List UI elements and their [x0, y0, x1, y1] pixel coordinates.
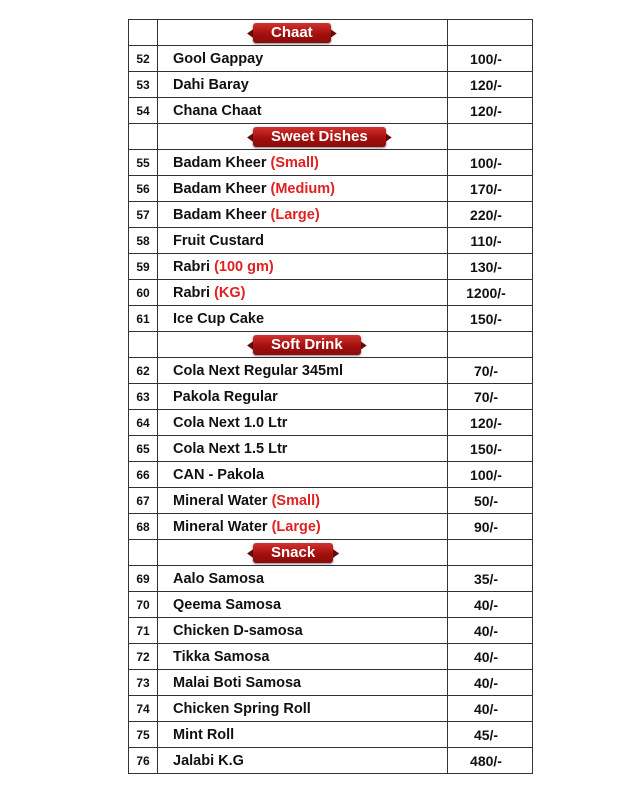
item-size-note: (100 gm)	[214, 258, 274, 275]
item-name: Ice Cup Cake	[173, 310, 265, 327]
item-price: 40/-	[448, 592, 533, 618]
menu-row	[129, 98, 533, 124]
item-price: 70/-	[448, 384, 533, 410]
item-name: Badam Kheer	[173, 154, 271, 171]
menu-row	[129, 280, 533, 306]
menu-row	[129, 358, 533, 384]
menu-row	[129, 46, 533, 72]
header-price-cell	[448, 20, 533, 46]
item-name-cell	[158, 722, 448, 748]
menu-row	[129, 618, 533, 644]
item-number: 58	[129, 228, 158, 254]
item-number: 61	[129, 306, 158, 332]
item-number: 66	[129, 462, 158, 488]
item-name: Rabri	[173, 258, 215, 275]
menu-row	[129, 462, 533, 488]
item-number: 57	[129, 202, 158, 228]
section-banner	[253, 543, 333, 563]
header-banner-cell	[158, 540, 448, 566]
item-number: 55	[129, 150, 158, 176]
item-price: 50/-	[448, 488, 533, 514]
item-name: Aalo Samosa	[173, 570, 265, 587]
item-number: 71	[129, 618, 158, 644]
section-banner	[253, 23, 331, 43]
menu-row	[129, 384, 533, 410]
item-number: 60	[129, 280, 158, 306]
item-price: 100/-	[448, 46, 533, 72]
item-price: 120/-	[448, 410, 533, 436]
item-name: Gool Gappay	[173, 50, 264, 67]
item-number: 59	[129, 254, 158, 280]
item-name: Rabri	[173, 284, 215, 301]
item-number: 65	[129, 436, 158, 462]
item-name-cell	[158, 98, 448, 124]
item-name: Badam Kheer	[173, 180, 271, 197]
item-name: Jalabi K.G	[173, 752, 244, 769]
item-name: Mint Roll	[173, 726, 235, 743]
item-name-cell	[158, 46, 448, 72]
menu-row	[129, 696, 533, 722]
menu-row	[129, 228, 533, 254]
item-name: Chana Chaat	[173, 102, 262, 119]
item-size-note: (Small)	[271, 492, 320, 509]
item-name-cell	[158, 618, 448, 644]
item-name-cell	[158, 488, 448, 514]
menu-row	[129, 436, 533, 462]
section-banner	[253, 127, 386, 147]
item-size-note: (Small)	[270, 154, 319, 171]
menu-row	[129, 592, 533, 618]
header-banner-cell	[158, 124, 448, 150]
item-number: 64	[129, 410, 158, 436]
item-name-cell	[158, 280, 448, 306]
item-number: 76	[129, 748, 158, 774]
item-name: Cola Next 1.5 Ltr	[173, 440, 288, 457]
item-name-cell	[158, 72, 448, 98]
header-price-cell	[448, 332, 533, 358]
item-name-cell	[158, 176, 448, 202]
item-size-note: (KG)	[214, 284, 246, 301]
item-price: 1200/-	[448, 280, 533, 306]
item-price: 120/-	[448, 98, 533, 124]
item-number: 70	[129, 592, 158, 618]
item-price: 120/-	[448, 72, 533, 98]
item-price: 110/-	[448, 228, 533, 254]
menu-row	[129, 722, 533, 748]
item-price: 40/-	[448, 670, 533, 696]
menu-row	[129, 410, 533, 436]
item-number: 68	[129, 514, 158, 540]
menu-row	[129, 150, 533, 176]
header-num-cell	[129, 20, 158, 46]
item-price: 70/-	[448, 358, 533, 384]
section-header-row	[129, 20, 533, 46]
item-price: 170/-	[448, 176, 533, 202]
header-num-cell	[129, 124, 158, 150]
menu-row	[129, 176, 533, 202]
item-name-cell	[158, 670, 448, 696]
item-price: 220/-	[448, 202, 533, 228]
header-banner-cell	[158, 20, 448, 46]
item-name-cell	[158, 644, 448, 670]
menu-row	[129, 306, 533, 332]
item-name-cell	[158, 306, 448, 332]
item-name: Tikka Samosa	[173, 648, 270, 665]
header-num-cell	[129, 332, 158, 358]
item-price: 40/-	[448, 696, 533, 722]
header-banner-cell	[158, 332, 448, 358]
section-header-row	[129, 540, 533, 566]
item-name-cell	[158, 358, 448, 384]
item-price: 40/-	[448, 644, 533, 670]
item-number: 74	[129, 696, 158, 722]
item-name-cell	[158, 436, 448, 462]
menu-row	[129, 72, 533, 98]
header-price-cell	[448, 540, 533, 566]
item-name: Badam Kheer	[173, 206, 271, 223]
item-name-cell	[158, 410, 448, 436]
item-name-cell	[158, 384, 448, 410]
item-size-note: (Large)	[270, 206, 320, 223]
item-name-cell	[158, 150, 448, 176]
menu-table	[128, 19, 533, 774]
item-name-cell	[158, 592, 448, 618]
item-number: 53	[129, 72, 158, 98]
item-name: Mineral Water	[173, 518, 272, 535]
item-name-cell	[158, 748, 448, 774]
section-title: Snack	[253, 543, 333, 563]
section-banner	[253, 335, 361, 355]
menu-row	[129, 514, 533, 540]
item-name-cell	[158, 202, 448, 228]
item-price: 35/-	[448, 566, 533, 592]
header-price-cell	[448, 124, 533, 150]
menu-row	[129, 488, 533, 514]
item-name-cell	[158, 566, 448, 592]
item-number: 67	[129, 488, 158, 514]
item-number: 72	[129, 644, 158, 670]
item-name: Pakola Regular	[173, 388, 278, 405]
item-price: 40/-	[448, 618, 533, 644]
item-price: 45/-	[448, 722, 533, 748]
item-price: 130/-	[448, 254, 533, 280]
item-number: 62	[129, 358, 158, 384]
menu-row	[129, 670, 533, 696]
item-name-cell	[158, 228, 448, 254]
item-price: 480/-	[448, 748, 533, 774]
item-name: Cola Next Regular 345ml	[173, 362, 344, 379]
item-price: 150/-	[448, 436, 533, 462]
item-name: Qeema Samosa	[173, 596, 282, 613]
item-name: Fruit Custard	[173, 232, 265, 249]
item-name: Malai Boti Samosa	[173, 674, 302, 691]
item-number: 52	[129, 46, 158, 72]
item-number: 73	[129, 670, 158, 696]
header-num-cell	[129, 540, 158, 566]
section-header-row	[129, 124, 533, 150]
item-number: 54	[129, 98, 158, 124]
section-title: Sweet Dishes	[253, 127, 386, 147]
menu-body	[129, 20, 533, 774]
item-number: 56	[129, 176, 158, 202]
item-price: 150/-	[448, 306, 533, 332]
item-name: Cola Next 1.0 Ltr	[173, 414, 288, 431]
item-name: Dahi Baray	[173, 76, 249, 93]
item-size-note: (Medium)	[270, 180, 335, 197]
section-title: Soft Drink	[253, 335, 361, 355]
item-name: Mineral Water	[173, 492, 272, 509]
menu-row	[129, 748, 533, 774]
item-price: 100/-	[448, 150, 533, 176]
item-size-note: (Large)	[271, 518, 321, 535]
item-name-cell	[158, 514, 448, 540]
item-name-cell	[158, 696, 448, 722]
item-name: Chicken Spring Roll	[173, 700, 311, 717]
item-price: 100/-	[448, 462, 533, 488]
item-name-cell	[158, 254, 448, 280]
section-header-row	[129, 332, 533, 358]
item-number: 69	[129, 566, 158, 592]
item-number: 75	[129, 722, 158, 748]
menu-row	[129, 644, 533, 670]
menu-row	[129, 566, 533, 592]
item-name: CAN - Pakola	[173, 466, 265, 483]
item-number: 63	[129, 384, 158, 410]
menu-row	[129, 254, 533, 280]
item-name: Chicken D-samosa	[173, 622, 303, 639]
menu-row	[129, 202, 533, 228]
item-price: 90/-	[448, 514, 533, 540]
item-name-cell	[158, 462, 448, 488]
section-title: Chaat	[253, 23, 331, 43]
